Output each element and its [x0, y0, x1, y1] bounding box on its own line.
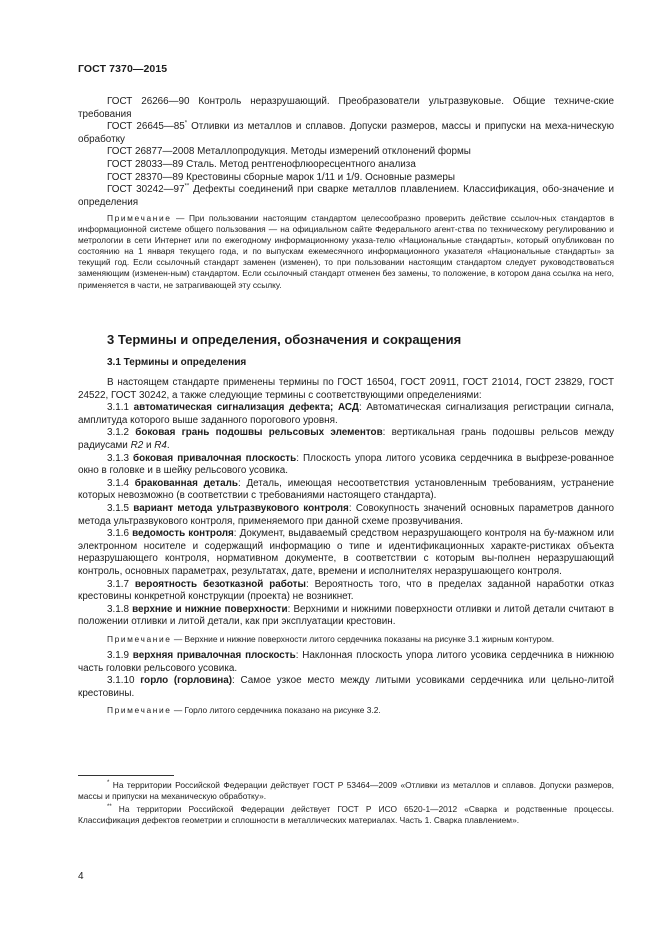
footnote-mark: **	[184, 183, 190, 190]
term-3-1-1: 3.1.1 автоматическая сигнализация дефекта; АСД: Автоматическая сигнализация регистрации сигнала, амплитуда которого выше заданного порогового уровня.	[78, 402, 614, 426]
term-3-1-5: 3.1.5 вариант метода ультразвукового контроля: Совокупность значений основных параметров данного метода ультразвукового контроля, применяемого при данной схеме прозвучивания.	[78, 502, 614, 527]
section-3-title: 3 Термины и определения, обозначения и сокращения	[107, 332, 462, 347]
term-3-1-9: 3.1.9 верхняя привалочная плоскость: Наклонная плоскость упора литого усовика сердечника в нижнюю часть головки рельсового усовика.	[78, 649, 614, 674]
term-3-1-2: 3.1.2 боковая грань подошвы рельсовых элементов: вертикальная грань подошвы рельсов между радиусами R2 и R4.	[78, 427, 615, 451]
ref-gost-28370: ГОСТ 28370—89 Крестовины сборные марок 1/11 и 1/9. Основные размеры	[107, 171, 456, 183]
footnote-2: ** На территории Российской Федерации действует ГОСТ Р ИСО 6520-1—2012 «Сварка и родственные процессы. Классификация дефектов геометрии и сплошности в металлических материалах. Часть 1. Сварка плавлением».	[78, 804, 615, 826]
term-3-1-3: 3.1.3 боковая привалочная плоскость: Плоскость упора литого усовика сердечника в выфрезе-рованное окно в головке и в шейку рельсового усовика.	[78, 452, 614, 477]
note-surfaces: Примечание — Верхние и нижние поверхности литого сердечника показаны на рисунке 3.1 жирным контуром.	[107, 633, 555, 644]
ref-gost-26266: ГОСТ 26266—90 Контроль неразрушающий. Преобразователи ультразвуковые. Общие техниче-ские требования	[78, 96, 614, 120]
page-number: 4	[78, 871, 84, 882]
ref-gost-26645: ГОСТ 26645—85* Отливки из металлов и сплавов. Допуски размеров, массы и припуски на меха-ническую обработку	[78, 120, 615, 145]
terms-body	[78, 377, 614, 716]
term-3-1-7: 3.1.7 вероятность безотказной работы: Вероятность того, что в пределах заданной наработки отказ крестовины конкретной конструкции (проекта) не возникнет.	[78, 578, 614, 603]
term-3-1-8: 3.1.8 верхние и нижние поверхности: Верхними и нижними поверхности отливки и литой детали считают в положении отливки и литой детали, как при эксплуатации крестовин.	[78, 603, 614, 628]
terms-intro: В настоящем стандарте применены термины по ГОСТ 16504, ГОСТ 20911, ГОСТ 21014, ГОСТ 23829, ГОСТ 24522, ГОСТ 30242, а также следующие термины с соответствующими определениями:	[78, 377, 614, 401]
term-3-1-4: 3.1.4 бракованная деталь: Деталь, имеющая несоответствия установленным требованиям, устранение которых невозможно (в соответствии с требованиями настоящего стандарта).	[78, 477, 614, 502]
section-3-1-title: 3.1 Термины и определения	[107, 357, 247, 368]
footnotes	[78, 780, 614, 826]
footnote-mark: *	[184, 120, 188, 127]
note-references: Примечание — При пользовании настоящим стандартом целесообразно проверить действие ссылоч-ных стандартов в информационной системе общего пользования — на официальном сайте Федерального агент-ства по техническому регулированию и метрологии в сети Интернет или по ежегодному информационному указа-телю «Национальные стандарты», который опубликован по состоянию на 1 января текущего года, и по выпускам ежемесячного информационного указателя «Национальные стандарты» за текущий год. Если ссылочный стандарт заменен (изменен), то при пользовании настоящим стандартом следует руководствоваться заменяющим (изменен-ным) стандартом. Если ссылочный стандарт отменен без замены, то положение, в котором дана ссылка на него, применяется в части, не затрагивающей эту ссылку.	[78, 213, 615, 290]
document-header: ГОСТ 7370—2015	[78, 63, 168, 75]
normative-references	[78, 96, 614, 209]
ref-gost-28033: ГОСТ 28033—89 Сталь. Метод рентгенофлюоресцентного анализа	[107, 158, 416, 170]
term-3-1-10: 3.1.10 горло (горловина): Самое узкое место между литыми усовиками сердечника или цельно-литой крестовины.	[78, 675, 614, 699]
footnote-1: * На территории Российской Федерации действует ГОСТ Р 53464—2009 «Отливки из металлов и сплавов. Допуски размеров, массы и припуски на механическую обработку».	[78, 780, 615, 802]
note-throat: Примечание — Горло литого сердечника показано на рисунке 3.2.	[107, 705, 381, 716]
note-text: При пользовании настоящим стандартом целесообразно проверить действие ссылоч-ных стандартов в информационной системе общего пользования — на официальном сайте Федерального агент-ства по техническому регулированию и метрологии в сети Интернет или по ежегодному информационному указа-телю «Национальные стандарты», который опубликован по состоянию на 1 января текущего года, и по выпускам ежемесячного информационного указателя «Национальные стандарты» за текущий год. Если ссылочный стандарт заменен (изменен), то при пользовании настоящим стандартом следует руководствоваться заменяющим (изменен-ным) стандартом. Если ссылочный стандарт отменен без замены, то положение, в котором дана ссылка на него, применяется в части, не затрагивающей эту ссылку.	[78, 213, 615, 290]
footnote-divider	[78, 775, 174, 776]
term-3-1-6: 3.1.6 ведомость контроля: Документ, выдаваемый средством неразрушающего контроля на бу-мажном или электронном носителе и содержащий информацию о типе и идентификационных характе-ристиках объекта неразрушающего контроля, нормативном документе, в соответствии с которым вы-полнен неразрушающий контроль, основных параметрах, результатах, дате, времени и исполнителях неразрушающего контроля.	[78, 528, 614, 577]
ref-gost-30242: ГОСТ 30242—97** Дефекты соединений при сварке металлов плавлением. Классификация, обо-значение и определения	[78, 183, 614, 208]
ref-gost-26877: ГОСТ 26877—2008 Металлопродукция. Методы измерений отклонений формы	[107, 146, 471, 158]
note-label: Примечание	[107, 213, 172, 223]
